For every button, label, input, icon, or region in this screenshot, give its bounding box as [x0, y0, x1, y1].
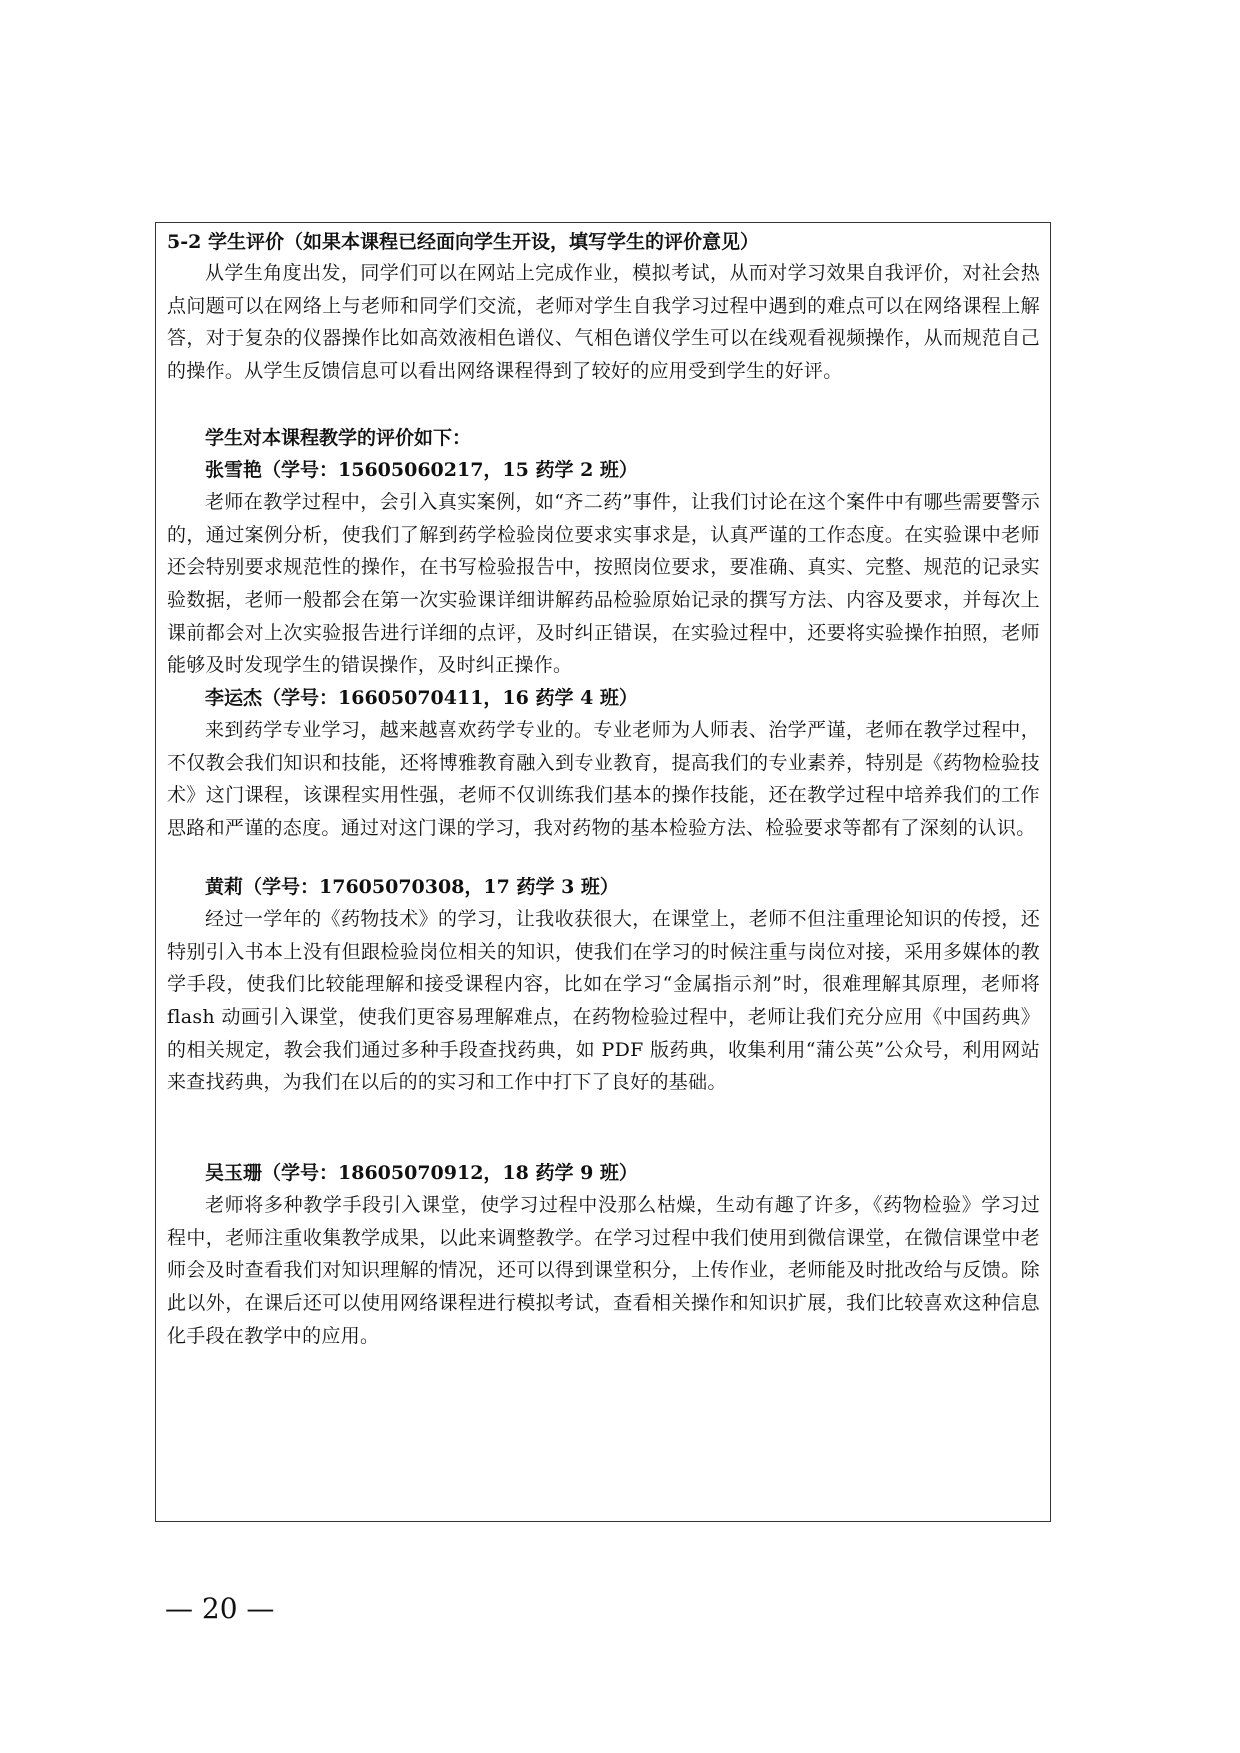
intro-paragraph: 从学生角度出发，同学们可以在网站上完成作业，模拟考试，从而对学习效果自我评价，对社会热点问题可以在网络上与老师和同学们交流，老师对学生自我学习过程中遇到的难点可以在网络课程上解答，对于复杂的仪器操作比如高效液相色谱仪、气相色谱仪学生可以在线观看视频操作，从而规范自己的操作。从学生反馈信息可以看出网络课程得到了较好的应用受到学生的好评。 [167, 262, 1040, 383]
review-text-2: 来到药学专业学习，越来越喜欢药学专业的。专业老师为人师表、治学严谨，老师在教学过程中，不仅教会我们知识和技能，还将博雅教育融入到专业教育，提高我们的专业素养，特别是《药物检验技术》这门课程，该课程实用性强，老师不仅训练我们基本的操作技能，还在教学过程中培养我们的工作思路和严谨的态度。通过对这门课的学习，我对药物的基本检验方法、检验要求等都有了深刻的认识。 [167, 719, 1040, 840]
page-number: — 20 — [165, 1592, 275, 1625]
section-heading: 5-2 学生评价（如果本课程已经面向学生开设，填写学生的评价意见） [167, 231, 759, 253]
review-text-4: 老师将多种教学手段引入课堂，使学习过程中没那么枯燥，生动有趣了许多，《药物检验》学习过程中，老师注重收集教学成果，以此来调整教学。在学习过程中我们使用到微信课堂，在微信课堂中老师会及时查看我们对知识理解的情况，还可以得到课堂积分，上传作业，老师能及时批改给与反馈。除此以外，在课后还可以使用网络课程进行模拟考试，查看相关操作和知识扩展，我们比较喜欢这种信息化手段在教学中的应用。 [167, 1194, 1040, 1347]
evaluation-table-cell [155, 222, 1051, 1522]
spacer [167, 1099, 1040, 1157]
review-list-title: 学生对本课程教学的评价如下： [205, 426, 472, 449]
review-text-1: 老师在教学过程中，会引入真实案例，如“齐二药”事件，让我们讨论在这个案件中有哪些需要警示的，通过案例分析，使我们了解到药学检验岗位要求实事求是，认真严谨的工作态度。在实验课中老师还会特别要求规范性的操作，在书写检验报告中，按照岗位要求，要准确、真实、完整、规范的记录实验数据，老师一般都会在第一次实验课详细讲解药品检验原始记录的撰写方法、内容及要求，并每次上课前都会对上次实验报告进行详细的点评，及时纠正错误，在实验过程中，还要将实验操作拍照，老师能够及时发现学生的错误操作，及时纠正操作。 [167, 490, 1040, 677]
review-header-4: 吴玉珊（学号：18605070912，18 药学 9 班） [205, 1162, 638, 1185]
spacer [167, 388, 1040, 422]
review-text-3: 经过一学年的《药物技术》的学习，让我收获很大，在课堂上，老师不但注重理论知识的传授，还特别引入书本上没有但跟检验岗位相关的知识，使我们在学习的时候注重与岗位对接，采用多媒体的教学手段，使我们比较能理解和接受课程内容，比如在学习“金属指示剂”时，很难理解其原理，老师将 flash 动画引入课堂，使我们更容易理解难点，在药物检验过程中，老师让我们充分应用《中国药典》的相关规定，教会我们通过多种手段查找药典，如 PDF 版药典，收集利用“蒲公英”公众号，利用网站来查找药典，为我们在以后的的实习和工作中打下了良好的基础。 [167, 907, 1040, 1094]
spacer [167, 845, 1040, 871]
review-header-1: 张雪艳（学号：15605060217，15 药学 2 班） [205, 458, 638, 481]
review-header-2: 李运杰（学号：16605070411，16 药学 4 班） [205, 687, 638, 710]
review-header-3: 黄莉（学号：17605070308，17 药学 3 班） [205, 875, 619, 898]
